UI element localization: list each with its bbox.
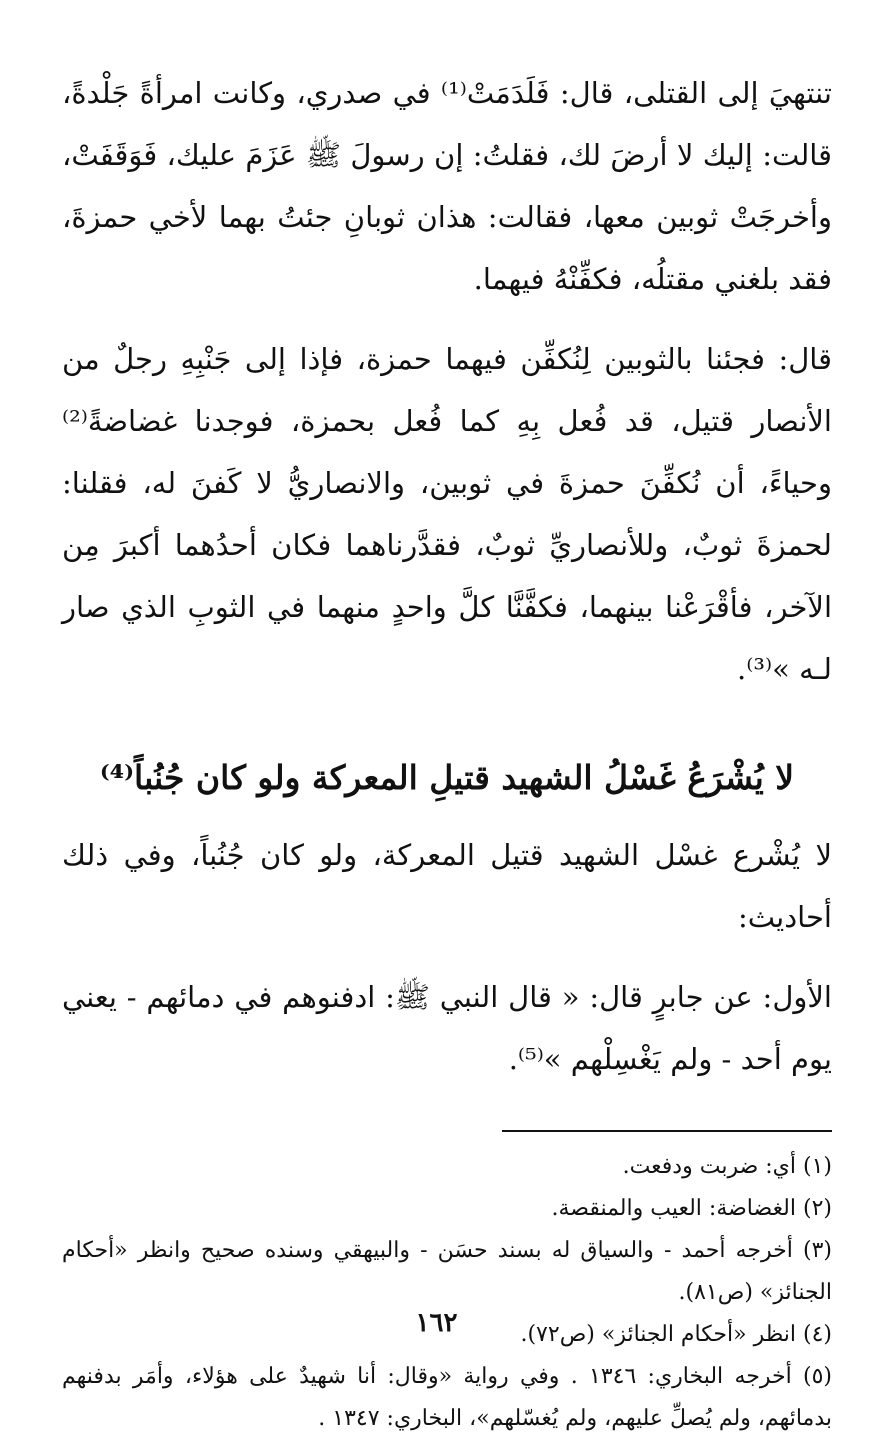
- footnote-divider: [502, 1130, 832, 1132]
- page-body: [62, 62, 832, 1440]
- hadith-paragraph: الأول: عن جابرٍ قال: « قال النبي ﷺ: ادفنوهم في دمائهم - يعني يوم أحد - ولم يَغْسِلْهم »⁽⁵⁾.: [62, 980, 832, 1076]
- paragraph: قال: فجئنا بالثوبين لِنُكفِّن فيهما حمزة، فإذا إلى جَنْبِهِ رجلٌ من الأنصار قتيل، قد فُعل بِهِ كما فُعل بحمزة، فوجدنا غضاضةً⁽²⁾ وحياءً، أن نُكفِّنَ حمزةَ في ثوبين، والانصاريُّ لا كَفنَ له، فقلنا: لحمزةَ ثوبٌ، وللأنصاريِّ ثوبٌ، فقدَّرناهما فكان أحدُهما أكبرَ مِن الآخر، فأقْرَعْنا بينهما، فكفَّنَّا كلَّ واحدٍ منهما في الثوبِ الذي صار لـه »⁽³⁾.: [62, 342, 832, 686]
- footnote: (٢) الغضاضة: العيب والمنقصة.: [551, 1196, 832, 1221]
- footnote: (٥) أخرجه البخاري: ١٣٤٦ . وفي رواية «وقال: أنا شهيدٌ على هؤلاء، وأمَر بدفنهم بدمائهم، ولم يُصلِّ عليهم، ولم يُغسّلهم»، البخاري: ١٣٤٧ .: [62, 1364, 832, 1431]
- footnote: (٣) أخرجه أحمد - والسياق له بسند حسَن - والبيهقي وسنده صحيح وانظر «أحكام الجنائز» (ص٨١).: [62, 1238, 832, 1305]
- section-heading: لا يُشْرَعُ غَسْلُ الشهيد قتيلِ المعركة ولو كان جُنُباً⁽⁴⁾: [99, 758, 795, 797]
- paragraph: تنتهيَ إلى القتلى، قال: فَلَدَمَتْ⁽¹⁾ في صدري، وكانت امرأةً جَلْدةً، قالت: إليك لا أرضَ لك، فقلتُ: إن رسولَ ﷺ عَزَمَ عليك، فَوَقَفَتْ، وأخرجَتْ ثوبين معها، فقالت: هذان ثوبانِ جئتُ بهما لأخي حمزةَ، فقد بلغني مقتلُه، فكفِّنْهُ فيهما.: [62, 76, 833, 296]
- intro-paragraph: لا يُشْرع غسْل الشهيد قتيل المعركة، ولو كان جُنُباً، وفي ذلك أحاديث:: [62, 838, 832, 934]
- footnote: (١) أي: ضربت ودفعت.: [622, 1154, 832, 1179]
- footnote: (٤) انظر «أحكام الجنائز» (ص٧٢).: [520, 1322, 832, 1347]
- footnotes: [62, 1146, 832, 1440]
- page-number: ١٦٢: [415, 1308, 458, 1338]
